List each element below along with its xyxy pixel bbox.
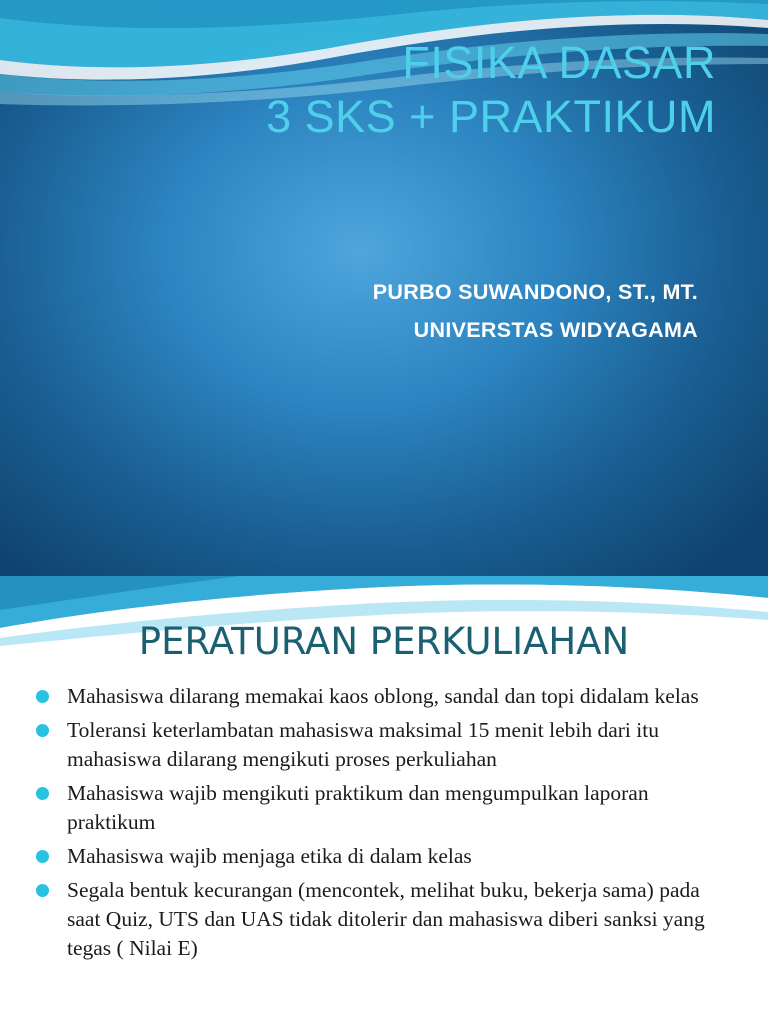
list-item-text: Mahasiswa wajib menjaga etika di dalam kelas [67, 844, 472, 868]
list-item [36, 842, 716, 871]
author-name: PURBO SUWANDONO, ST., MT. [372, 280, 698, 304]
list-item-text: Mahasiswa wajib mengikuti praktikum dan mengumpulkan laporan praktikum [67, 781, 649, 834]
bullet-icon [36, 850, 49, 863]
list-item [36, 716, 716, 774]
list-item-text: Segala bentuk kecurangan (mencontek, melihat buku, bekerja sama) pada saat Quiz, UTS dan UAS tidak ditolerir dan mahasiswa diberi sanksi yang tegas ( Nilai E) [67, 878, 705, 960]
bullet-icon [36, 724, 49, 737]
list-item-text: Mahasiswa dilarang memakai kaos oblong, sandal dan topi didalam kelas [67, 684, 699, 708]
title-line-1: FISIKA DASAR [402, 37, 716, 88]
list-item-text: Toleransi keterlambatan mahasiswa maksimal 15 menit lebih dari itu mahasiswa dilarang mengikuti proses perkuliahan [67, 718, 659, 771]
slide-heading: PERATURAN PERKULIAHAN [138, 620, 630, 663]
bullet-icon [36, 787, 49, 800]
list-item [36, 682, 716, 711]
list-item [36, 779, 716, 837]
slide-title [266, 36, 716, 144]
bullet-icon [36, 690, 49, 703]
title-line-2: 3 SKS + PRAKTIKUM [266, 91, 716, 142]
rules-list [36, 682, 716, 968]
bullet-icon [36, 884, 49, 897]
institution-name: UNIVERSTAS WIDYAGAMA [413, 318, 698, 342]
list-item [36, 876, 716, 963]
